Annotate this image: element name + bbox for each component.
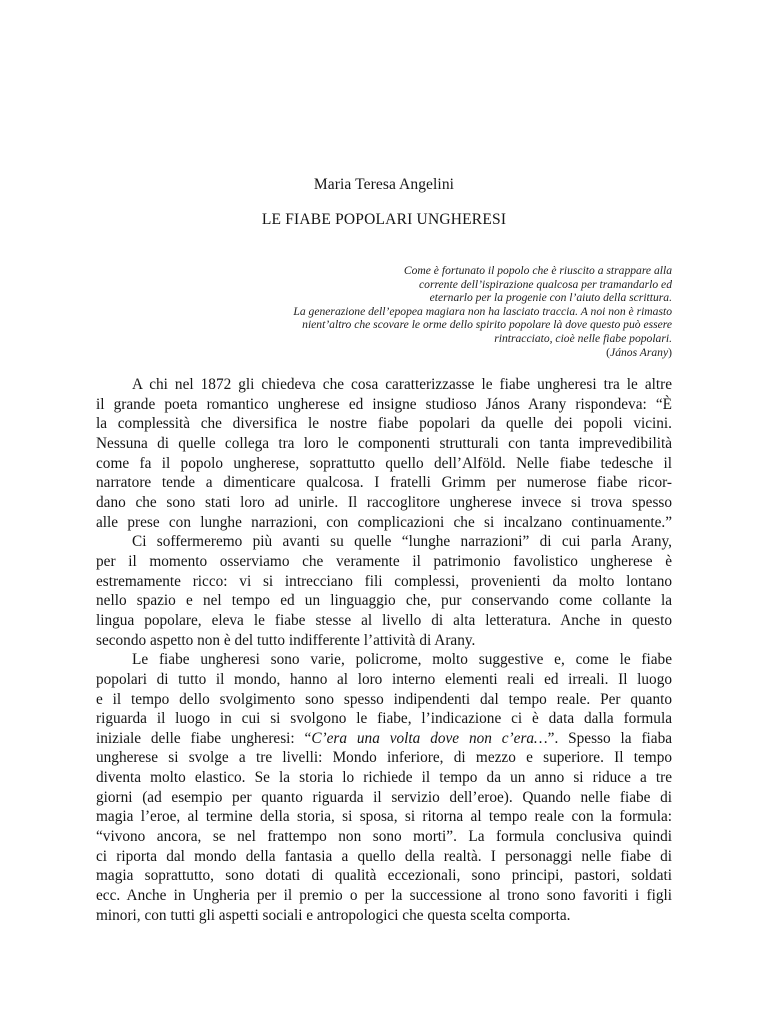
epigraph-line: Come è fortunato il popolo che è riuscito a strappare alla bbox=[403, 264, 672, 277]
paragraph-3 bbox=[96, 650, 672, 925]
text-line: Nessuna di quelle collega tra loro le componenti strutturali con tanta imprevedibilità bbox=[96, 434, 672, 452]
text-line: e il tempo dello svolgimento sono spesso indipendenti dal tempo reale. Per quanto bbox=[96, 690, 672, 708]
text-line: per il momento osserviamo che veramente il patrimonio favolistico ungherese è bbox=[96, 552, 672, 570]
text-line: “vivono ancora, se nel frattempo non sono morti”. La formula conclusiva quindi bbox=[96, 828, 672, 846]
text-line: Le fiabe ungheresi sono varie, policrome, molto suggestive e, come le fiabe bbox=[132, 651, 672, 669]
formula-italic: C’era una volta dove non c’era… bbox=[311, 729, 548, 747]
text-line: il grande poeta romantico ungherese ed insigne studioso János Arany rispondeva: “È bbox=[96, 395, 672, 413]
paragraph-2 bbox=[96, 532, 672, 650]
text-line: come fa il popolo ungherese, soprattutto quello dell’Alföld. Nelle fiabe tedesche il bbox=[96, 454, 672, 472]
article-title: LE FIABE POPOLARI UNGHERESI bbox=[261, 211, 507, 228]
epigraph-attribution: (János Arany) bbox=[606, 345, 672, 359]
text-line: minori, con tutti gli aspetti sociali e antropologici che questa scelta comporta. bbox=[96, 906, 571, 924]
author-name: Maria Teresa Angelini bbox=[313, 176, 455, 193]
text-line: alle prese con lunghe narrazioni, con complicazioni che si incalzano continuamente.” bbox=[96, 513, 672, 531]
formula-before: iniziale delle fiabe ungheresi: “ bbox=[96, 729, 312, 747]
epigraph-line: corrente dell’ispirazione qualcosa per tramandarlo ed bbox=[419, 277, 672, 291]
text-line-formula bbox=[96, 729, 672, 749]
text-line: estremamente ricco: vi si intrecciano fili complessi, provenienti da molto lontano bbox=[96, 572, 672, 590]
text-line: ungherese si svolge a tre livelli: Mondo inferiore, di mezzo e superiore. Il tempo bbox=[96, 749, 672, 767]
text-line: dano che sono stati loro ad unirle. Il raccoglitore ungherese invece si trova spesso bbox=[96, 493, 672, 511]
epigraph bbox=[202, 264, 672, 359]
body-text bbox=[96, 375, 672, 925]
text-line: magia soprattutto, sono dotati di qualità eccezionali, sono principi, pastori, soldati bbox=[96, 867, 672, 885]
text-line: diventa molto elastico. Se la storia lo richiede il tempo da un anno si riduce a tre bbox=[96, 769, 672, 787]
text-line: A chi nel 1872 gli chiedeva che cosa caratterizzasse le fiabe ungheresi tra le altre bbox=[132, 376, 672, 393]
paragraph-1 bbox=[96, 375, 672, 532]
text-line: giorni (ad esempio per quanto riguarda il servizio dell’eroe). Quando nelle fiabe di bbox=[96, 788, 672, 806]
epigraph-line: rintracciato, cioè nelle fiabe popolari. bbox=[494, 331, 672, 345]
epigraph-line: La generazione dell’epopea magiara non ha lasciato traccia. A noi non è rimasto bbox=[293, 304, 672, 318]
text-line: ecc. Anche in Ungheria per il premio o per la successione al trono sono favoriti i figli bbox=[96, 887, 672, 905]
epigraph-line: nient’altro che scovare le orme dello spirito popolare là dove questo può essere bbox=[302, 318, 672, 332]
text-line: lingua popolare, eleva le fiabe stesse al livello di alta letteratura. Anche in questo bbox=[96, 611, 672, 629]
text-line: popolari di tutto il mondo, hanno al loro interno elementi reali ed irreali. Il luogo bbox=[96, 670, 672, 688]
text-line: narratore tende a dimenticare qualcosa. I fratelli Grimm per numerose fiabe ricor- bbox=[96, 474, 672, 492]
text-line: magia l’eroe, al termine della storia, si sposa, si ritorna al tempo reale con la formula: bbox=[96, 808, 672, 826]
text-line: secondo aspetto non è del tutto indifferente l’attività di Arany. bbox=[96, 631, 476, 649]
text-line: ci riporta dal mondo della fantasia a quello della realtà. I personaggi nelle fiabe di bbox=[96, 847, 672, 865]
epigraph-line: eternarlo per la progenie con l’aiuto della scrittura. bbox=[429, 291, 672, 305]
text-line: nello spazio e nel tempo ed un linguaggio che, pur conservando come collante la bbox=[96, 592, 672, 610]
text-line: Ci soffermeremo più avanti su quelle “lunghe narrazioni” di cui parla Arany, bbox=[132, 533, 672, 551]
formula-after: ”. Spesso la fiaba bbox=[547, 729, 673, 747]
text-line: riguarda il luogo in cui si svolgono le fiabe, l’indicazione ci è data dalla formula bbox=[96, 710, 672, 728]
epigraph-attribution-name: János Arany bbox=[610, 345, 669, 359]
text-line: la complessità che diversifica le nostre fiabe popolari da quelle dei popoli vicini. bbox=[96, 415, 672, 433]
